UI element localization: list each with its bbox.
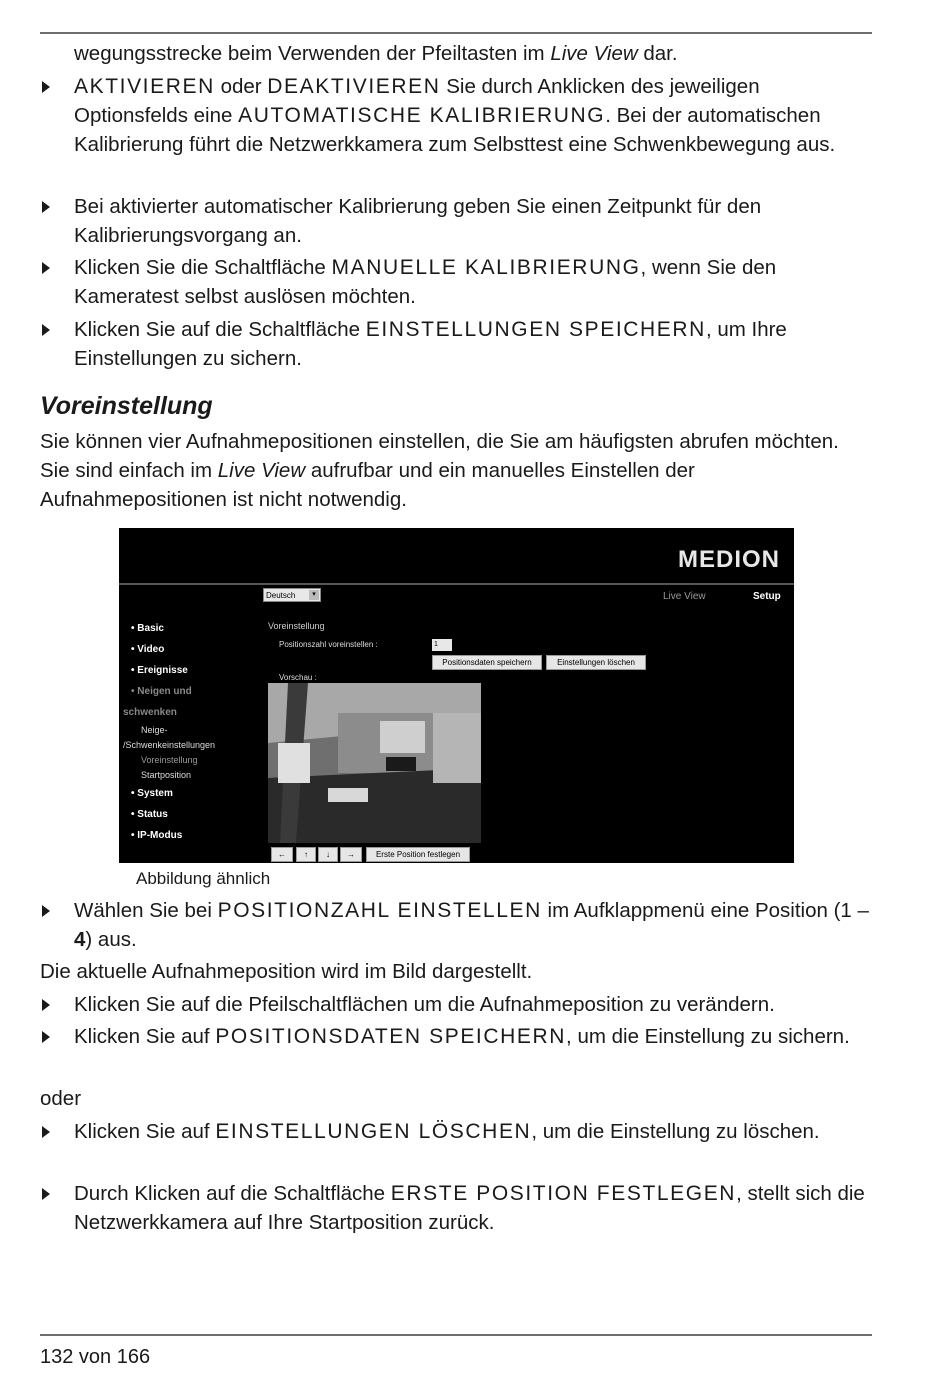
arrow-up-button[interactable]: ↑ (296, 847, 316, 862)
text: aufrufbar und ein manuelles Einstellen der Aufnahmepositionen ist nicht notwendig. (40, 459, 695, 511)
save-position-button[interactable]: Positionsdaten speichern (432, 655, 542, 670)
sidebar (123, 618, 251, 846)
bullet-positionzahl (40, 896, 872, 954)
section-heading: Voreinstellung (40, 392, 213, 420)
bullet-aktivieren (40, 72, 872, 159)
figure-screenshot (119, 528, 794, 863)
bullet-loeschen (40, 1117, 872, 1146)
language-select[interactable] (263, 588, 321, 602)
figure-caption: Abbildung ähnlich (136, 869, 271, 888)
plain-line-oder: oder (40, 1087, 82, 1110)
text: ) aus. (85, 928, 137, 951)
text-em: Live View (217, 459, 306, 482)
bullet-speichern (40, 315, 872, 373)
text: Klicken Sie auf (74, 1025, 216, 1048)
arrow-down-button[interactable]: ↓ (318, 847, 338, 862)
text: Klicken Sie auf die Pfeilschaltflächen um die Aufnahmeposition zu verändern. (74, 993, 775, 1016)
ui-term: EINSTELLUNGEN SPEICHERN (365, 318, 706, 341)
text: Sie durch Anklicken des jeweiligen Optionsfelds eine (74, 75, 760, 127)
text: Klicken Sie auf die Schaltfläche (74, 318, 366, 341)
bullet-erste-position (40, 1179, 872, 1237)
bullet-arrow-icon (42, 262, 50, 274)
bullet-zeitpunkt (40, 192, 872, 250)
first-position-button[interactable]: Erste Position festlegen (366, 847, 470, 862)
nav-setup[interactable]: Setup (753, 591, 781, 602)
sidebar-item-ereignisse[interactable]: • Ereignisse (131, 665, 188, 676)
nav-live-view[interactable]: Live View (663, 591, 706, 602)
panel-title: Voreinstellung (268, 621, 325, 631)
text: Klicken Sie die Schaltfläche (74, 256, 332, 279)
sidebar-item-ipmodus[interactable]: • IP-Modus (131, 830, 183, 841)
preview-label: Vorschau : (279, 673, 317, 682)
delete-settings-button[interactable]: Einstellungen löschen (546, 655, 646, 670)
text: , um Ihre Einstellungen zu sichern. (74, 318, 787, 370)
ui-term: POSITIONZAHL EINSTELLEN (217, 899, 542, 922)
language-value: Deutsch (266, 591, 296, 600)
ui-term: ERSTE POSITION FESTLEGEN (390, 1182, 737, 1205)
bullet-arrow-icon (42, 999, 50, 1011)
bullet-arrow-icon (42, 324, 50, 336)
ui-term: MANUELLE KALIBRIERUNG (331, 256, 641, 279)
text: Sie können vier Aufnahmepositionen einstellen, die Sie am häufigsten abrufen möchten. Sie sind einfach im (40, 430, 839, 482)
bullet-arrow-icon (42, 81, 50, 93)
text: im Aufklappmenü eine Position (1 – (541, 899, 869, 922)
bullet-pfeile (40, 990, 872, 1019)
sidebar-item-system[interactable]: • System (131, 788, 173, 799)
sidebar-item-basic[interactable]: • Basic (131, 623, 164, 634)
bullet-arrow-icon (42, 201, 50, 213)
ui-term: AUTOMATISCHE KALIBRIERUNG (238, 104, 606, 127)
ui-term: AKTIVIEREN (74, 75, 215, 98)
intro-text: wegungsstrecke beim Verwenden der Pfeiltasten im (74, 42, 551, 65)
plain-line-aktuelle: Die aktuelle Aufnahmeposition wird im Bild dargestellt. (40, 960, 533, 983)
page-number: 132 von 166 (40, 1346, 151, 1368)
intro-line (74, 39, 872, 68)
text: Bei aktivierter automatischer Kalibrierung geben Sie einen Zeitpunkt für den Kalibrierungsvorgang an. (74, 195, 762, 247)
text: . Bei der automatischen Kalibrierung führt die Netzwerkkamera zum Selbsttest eine Schwenkbewegung aus. (74, 104, 836, 156)
bullet-arrow-icon (42, 1031, 50, 1043)
sidebar-item-schwenken[interactable]: schwenken (123, 707, 177, 718)
chevron-down-icon: ▾ (309, 590, 319, 600)
intro-post: dar. (637, 42, 678, 65)
position-select[interactable] (432, 639, 452, 651)
sidebar-sub-neige[interactable]: Neige- (141, 725, 168, 735)
ui-term: EINSTELLUNGEN LÖSCHEN (215, 1120, 532, 1143)
bullet-arrow-icon (42, 1126, 50, 1138)
medion-logo: MEDION (678, 546, 780, 573)
sidebar-sub-startposition[interactable]: Startposition (141, 770, 192, 780)
text: Durch Klicken auf die Schaltfläche (74, 1182, 391, 1205)
text: , um die Einstellung zu sichern. (566, 1025, 850, 1048)
text: oder (214, 75, 268, 98)
ui-term: POSITIONSDATEN SPEICHERN (215, 1025, 567, 1048)
position-value: 1 (434, 641, 438, 648)
arrow-left-button[interactable]: ← (271, 847, 293, 862)
sidebar-item-video[interactable]: • Video (131, 644, 165, 655)
position-label: Positionszahl voreinstellen : (279, 640, 378, 649)
text-bold: 4 (74, 928, 86, 951)
top-rule (40, 32, 872, 34)
bullet-manuelle (40, 253, 872, 311)
sidebar-sub-voreinstellung[interactable]: Voreinstellung (141, 755, 198, 765)
text: Wählen Sie bei (74, 899, 218, 922)
sidebar-item-status[interactable]: • Status (131, 809, 168, 820)
camera-preview (268, 683, 481, 843)
sidebar-sub-schwenk[interactable]: /Schwenkeinstellungen (123, 740, 216, 750)
intro-em: Live View (550, 42, 638, 65)
sidebar-item-neigen[interactable]: • Neigen und (131, 686, 192, 697)
text: Klicken Sie auf (74, 1120, 216, 1143)
bullet-positionsdaten (40, 1022, 872, 1051)
arrow-right-button[interactable]: → (340, 847, 362, 862)
text: , wenn Sie den Kameratest selbst auslösen möchten. (74, 256, 777, 308)
ui-term: DEAKTIVIEREN (267, 75, 441, 98)
intro-paragraph (40, 427, 872, 514)
bottom-rule (40, 1334, 872, 1336)
text: , um die Einstellung zu löschen. (531, 1120, 820, 1143)
header-divider (119, 583, 794, 585)
text: , stellt sich die Netzwerkkamera auf Ihre Startposition zurück. (74, 1182, 865, 1234)
bullet-arrow-icon (42, 1188, 50, 1200)
bullet-arrow-icon (42, 905, 50, 917)
